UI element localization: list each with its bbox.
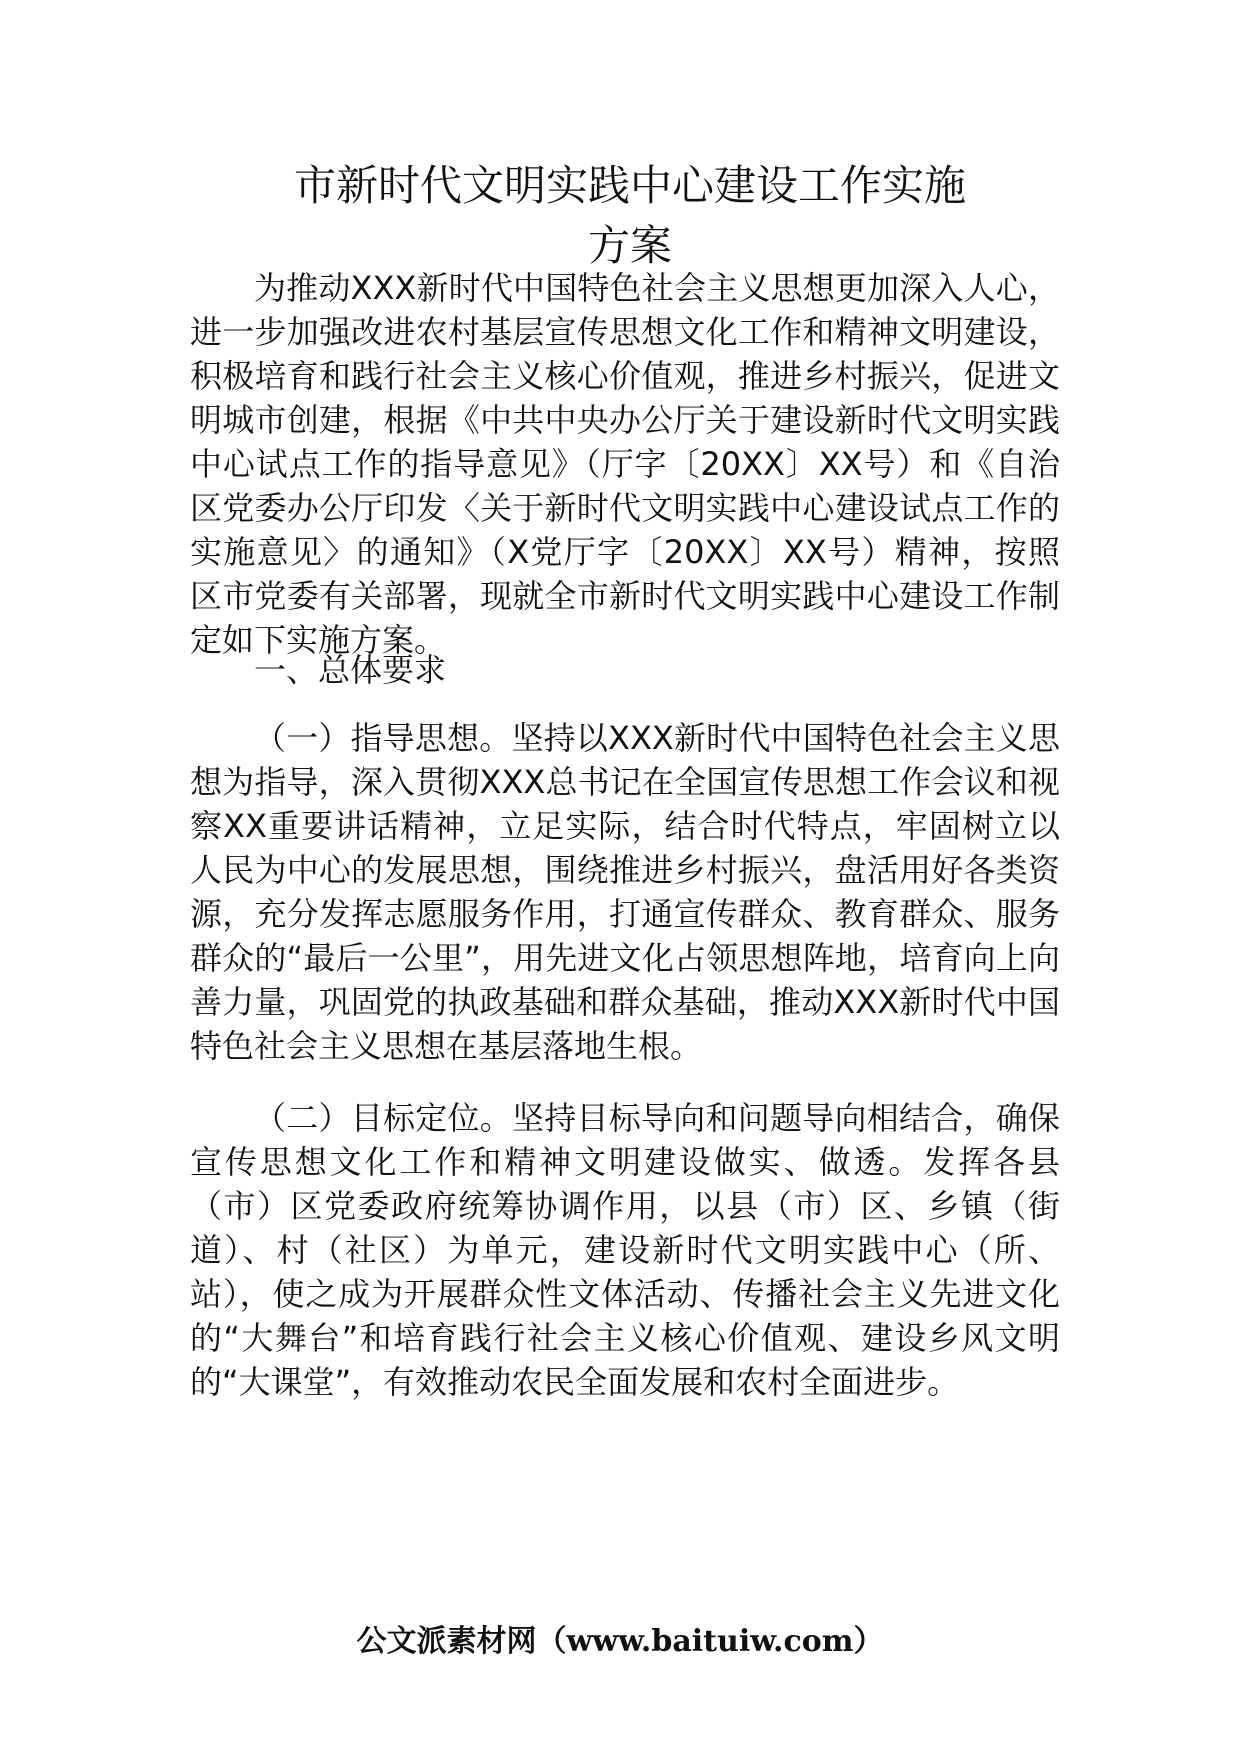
section-heading-general-requirements: 一、总体要求 xyxy=(254,651,447,689)
target-positioning-paragraph: （二）目标定位。坚持目标导向和问题导向相结合，确保宣传思想文化工作和精神文明建设做实、做透。发挥各县（市）区党委政府统筹协调作用，以县（市）区、乡镇（街道）、村（社区）为单元，建设新时代文明实践中心（所、站），使之成为开展群众性文体活动、传播社会主义先进文化的“大舞台”和培育践行社会主义核心价值观、建设乡风文明的“大课堂”，有效推动农民全面发展和农村全面进步。 xyxy=(190,1099,1060,1401)
footer-watermark: 公文派素材网（www.baituiw.com） xyxy=(356,1624,884,1659)
intro-paragraph: 为推动XXX新时代中国特色社会主义思想更加深入人心，进一步加强改进农村基层宣传思想文化工作和精神文明建设，积极培育和践行社会主义核心价值观，推进乡村振兴，促进文明城市创建，根据《中共中央办公厅关于建设新时代文明实践中心试点工作的指导意见》（厅字〔20XX〕XX号）和《自治区党委办公厅印发〈关于新时代文明实践中心建设试点工作的实施意见〉的通知》（X党厅字〔20XX〕XX号）精神，按照区市党委有关部署，现就全市新时代文明实践中心建设工作制定如下实施方案。 xyxy=(190,269,1060,659)
guiding-ideology-paragraph: （一）指导思想。坚持以XXX新时代中国特色社会主义思想为指导，深入贯彻XXX总书记在全国宣传思想工作会议和视察XX重要讲话精神，立足实际，结合时代特点，牢固树立以人民为中心的发展思想，围绕推进乡村振兴，盘活用好各类资源，充分发挥志愿服务作用，打通宣传群众、教育群众、服务群众的“最后一公里”，用先进文化占领思想阵地，培育向上向善力量，巩固党的执政基础和群众基础，推动XXX新时代中国特色社会主义思想在基层落地生根。 xyxy=(190,719,1060,1065)
document-title-line-2: 方案 xyxy=(587,221,672,270)
document-title-line-1: 市新时代文明实践中心建设工作实施 xyxy=(293,161,966,210)
